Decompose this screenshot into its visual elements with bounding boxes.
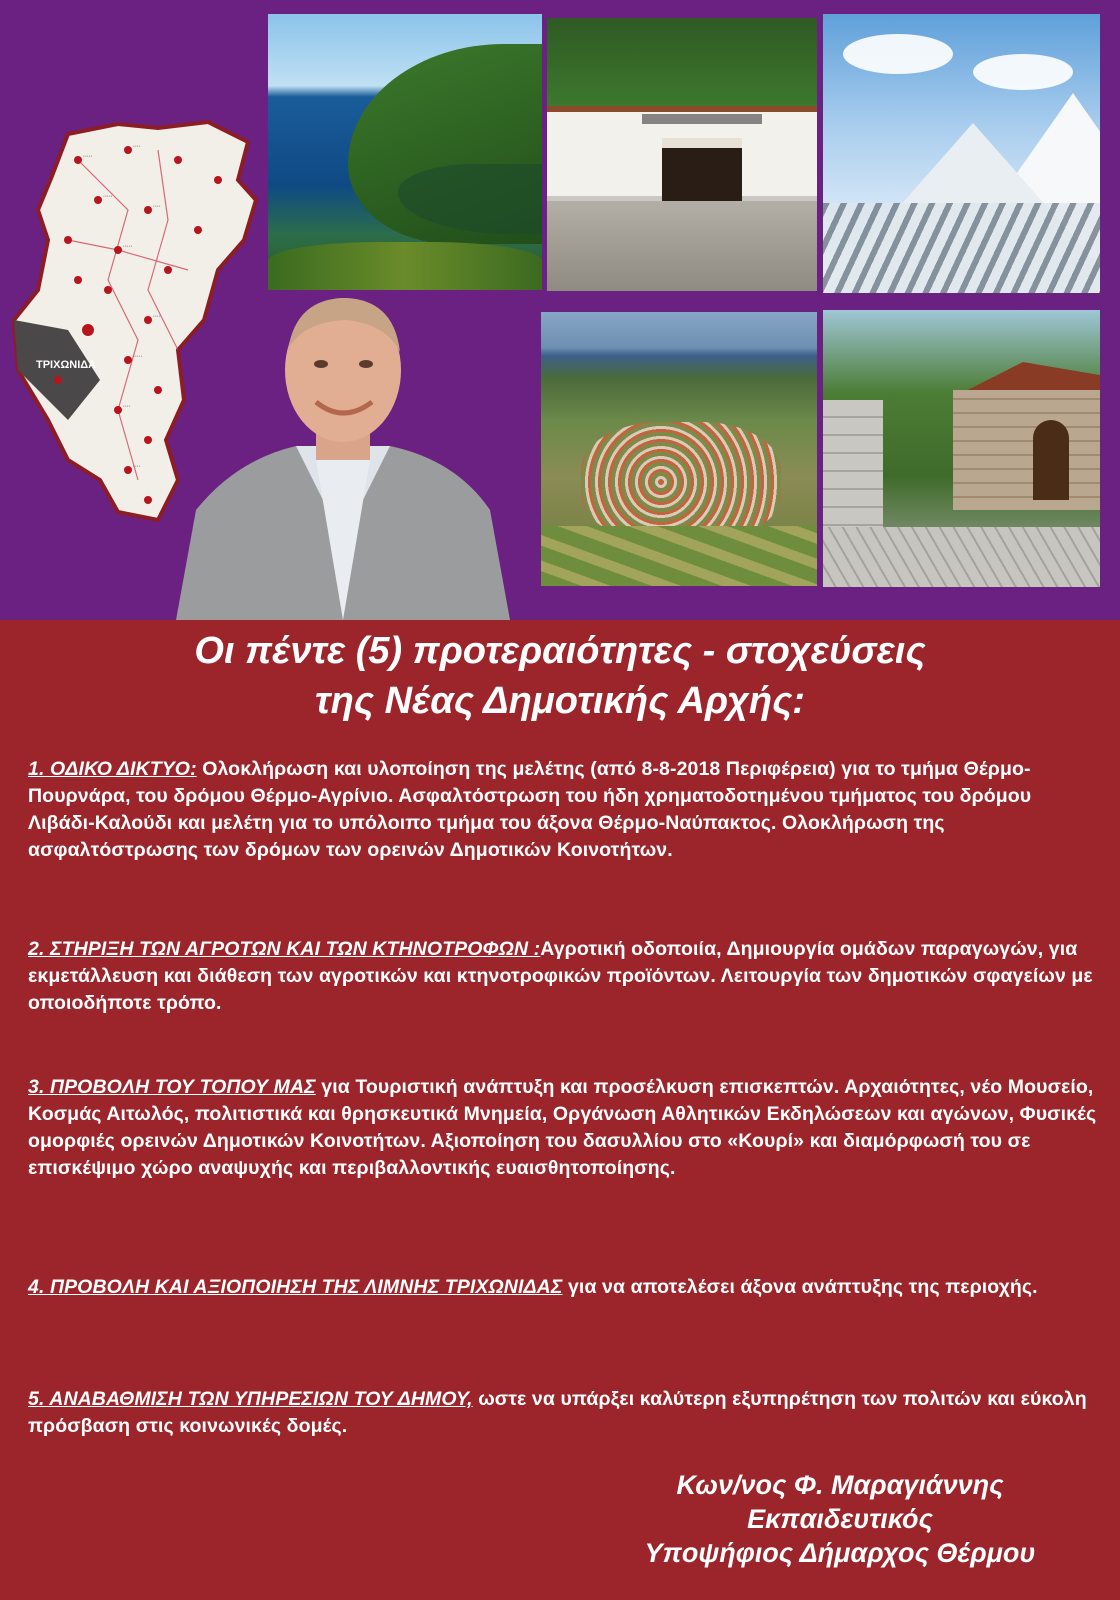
priority-label: 2. ΣΤΗΡΙΞΗ ΤΩΝ ΑΓΡΟΤΩΝ ΚΑΙ ΤΩΝ ΚΤΗΝΟΤΡΟΦΩΝ : — [28, 938, 541, 960]
signature-name: Κων/νος Φ. Μαραγιάννης — [676, 1470, 1004, 1500]
svg-text:∙∙∙∙: ∙∙∙∙ — [133, 463, 141, 470]
headline — [0, 626, 1120, 726]
svg-text:∙∙∙∙∙: ∙∙∙∙∙ — [123, 243, 133, 250]
svg-text:∙∙∙∙: ∙∙∙∙ — [153, 313, 161, 320]
photo-collage — [0, 0, 1120, 620]
svg-text:∙∙∙∙: ∙∙∙∙ — [153, 203, 161, 210]
svg-text:∙∙∙∙: ∙∙∙∙ — [123, 403, 131, 410]
priority-item-2 — [28, 936, 1100, 1017]
map-lake-label: ΤΡΙΧΩΝΙΔΑ — [36, 359, 97, 371]
priority-item-5 — [28, 1386, 1100, 1440]
priority-label: 4. ΠΡΟΒΟΛΗ ΚΑΙ ΑΞΙΟΠΟΙΗΣΗ ΤΗΣ ΛΙΜΝΗΣ ΤΡΙΧΩΝΙΔΑΣ — [28, 1276, 563, 1298]
priority-text: Αγροτική οδοποιία, Δημιουργία ομάδων παραγωγών, για εκμετάλλευση και διάθεση των αγροτικών και κτηνοτροφικών προϊόντων. Λειτουργία των δημοτικών σφαγείων με οποιοδήποτε τρόπο. — [28, 938, 1093, 1014]
headline-line-1: Οι πέντε (5) προτεραιότητες - στοχεύσεις — [194, 630, 926, 672]
signature-role: Υποψήφιος Δήμαρχος Θέρμου — [644, 1538, 1036, 1568]
candidate-portrait — [176, 290, 510, 620]
signature-block — [600, 1468, 1080, 1570]
priority-label: 5. ΑΝΑΒΑΘΜΙΣΗ ΤΩΝ ΥΠΗΡΕΣΙΩΝ ΤΟΥ ΔΗΜΟΥ, — [28, 1388, 473, 1410]
priority-text: ωστε να υπάρξει καλύτερη εξυπηρέτηση των πολιτών και εύκολη πρόσβαση στις κοινωνικές δομές. — [28, 1388, 1087, 1437]
priority-label: 3. ΠΡΟΒΟΛΗ ΤΟΥ ΤΟΠΟΥ ΜΑΣ — [28, 1076, 316, 1098]
priority-item-1 — [28, 756, 1100, 864]
mountain-photo — [823, 14, 1100, 293]
svg-text:∙∙∙∙∙: ∙∙∙∙∙ — [133, 353, 143, 360]
priorities-section — [0, 620, 1120, 1600]
priority-item-3 — [28, 1074, 1100, 1182]
signature-profession: Εκπαιδευτικός — [747, 1504, 933, 1534]
chapel-photo — [823, 310, 1100, 587]
museum-photo — [547, 18, 817, 291]
svg-text:∙∙∙∙∙: ∙∙∙∙∙ — [83, 153, 93, 160]
priority-text: για να αποτελέσει άξονα ανάπτυξης της περιοχής. — [562, 1276, 1038, 1298]
svg-text:∙∙∙∙∙: ∙∙∙∙∙ — [103, 193, 113, 200]
priority-text: Ολοκλήρωση και υλοποίηση της μελέτης (από 8-8-2018 Περιφέρεια) για το τμήμα Θέρμο-Πουρνάρα, του δρόμου Θέρμο-Αγρίνιο. Ασφαλτόστρωση του ήδη χρηματοδοτημένου τμήματος του δρόμου Λιβάδι-Καλούδι και μελέτη για το υπόλοιπο τμήμα του άξονα Θέρμο-Ναύπακτος. Ολοκλήρωση της ασφαλτόστρωσης των δρόμων των ορεινών Δημοτικών Κοινοτήτων. — [28, 758, 1032, 861]
priority-item-4 — [28, 1274, 1100, 1301]
svg-text:∙∙∙∙: ∙∙∙∙ — [133, 143, 141, 150]
priority-label: 1. ΟΔΙΚΟ ΔΙΚΤΥΟ: — [28, 758, 197, 780]
priority-text: για Τουριστική ανάπτυξη και προσέλκυση επισκεπτών. Αρχαιότητες, νέο Μουσείο, Κοσμάς Αιτωλός, πολιτιστικά και θρησκευτικά Μνημεία, Οργάνωση Αθλητικών Εκδηλώσεων και αγώνων, Φυσικές ομορφιές ορεινών Δημοτικών Κοινοτήτων. Αξιοποίηση του δασυλλίου στο «Κουρί» και διαμόρφωσή του σε επισκέψιμο χώρο αναψυχής και περιβαλλοντικής ευαισθητοποίησης. — [28, 1076, 1097, 1179]
lake-photo — [268, 14, 542, 290]
headline-line-2: της Νέας Δημοτικής Αρχής: — [315, 680, 805, 722]
village-aerial-photo — [541, 312, 817, 586]
